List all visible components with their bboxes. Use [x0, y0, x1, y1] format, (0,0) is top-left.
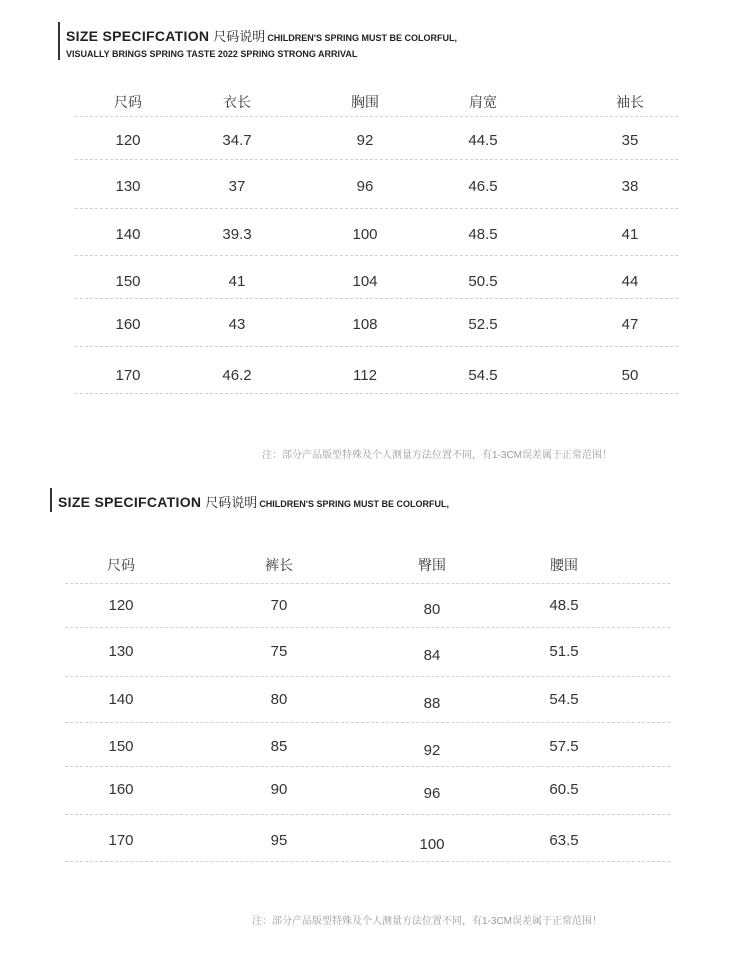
table-cell: 54.5 — [468, 367, 498, 384]
table-cell: 140 — [108, 691, 134, 708]
table-cell: 170 — [108, 832, 134, 849]
table-cell: 160 — [115, 316, 141, 333]
row-separator — [75, 346, 678, 347]
table-cell: 63.5 — [549, 832, 579, 849]
table-cell: 75 — [270, 643, 288, 660]
row-separator — [65, 627, 670, 628]
pants-size-table — [65, 545, 670, 865]
row-separator — [65, 583, 670, 584]
table-cell: 54.5 — [549, 691, 579, 708]
table-cell: 96 — [423, 785, 441, 802]
table-cell: 160 — [108, 781, 134, 798]
table-cell: 88 — [423, 695, 441, 712]
table-cell: 37 — [228, 178, 246, 195]
row-separator — [75, 208, 678, 209]
row-separator — [65, 676, 670, 677]
table-cell: 48.5 — [468, 226, 498, 243]
column-header: 臀围 — [418, 557, 446, 573]
table-cell: 104 — [352, 273, 378, 290]
size-spec-header-bottom — [50, 488, 510, 514]
table-cell: 120 — [108, 597, 134, 614]
header-title: SIZE SPECIFCATION — [66, 28, 210, 44]
header-title-cn: 尺码说明 — [213, 29, 266, 44]
column-header: 腰围 — [550, 557, 578, 573]
header-subtitle: VISUALLY BRINGS SPRING TASTE 2022 SPRING STRONG ARRIVAL — [66, 49, 358, 59]
table-cell: 46.5 — [468, 178, 498, 195]
table-cell: 41 — [621, 226, 639, 243]
table-cell: 44 — [621, 273, 639, 290]
column-header: 肩宽 — [469, 94, 497, 110]
table-cell: 48.5 — [549, 597, 579, 614]
row-separator — [75, 116, 678, 117]
column-header: 袖长 — [616, 94, 644, 110]
table-cell: 100 — [419, 836, 445, 853]
table-cell: 60.5 — [549, 781, 579, 798]
table-cell: 92 — [356, 132, 374, 149]
table-cell: 90 — [270, 781, 288, 798]
column-header: 尺码 — [114, 94, 142, 110]
header-title: SIZE SPECIFCATION — [58, 494, 202, 510]
table-cell: 39.3 — [222, 226, 252, 243]
column-header: 胸围 — [351, 94, 379, 110]
row-separator — [65, 861, 670, 862]
measurement-note-bottom: 注：部分产品版型特殊及个人测量方法位置不同，有1-3CM误差属于正常范围！ — [252, 916, 603, 927]
table-cell: 38 — [621, 178, 639, 195]
table-cell: 100 — [352, 226, 378, 243]
header-slogan: CHILDREN'S SPRING MUST BE COLORFUL, — [267, 33, 457, 43]
table-cell: 112 — [353, 367, 377, 384]
row-separator — [65, 814, 670, 815]
table-cell: 35 — [621, 132, 639, 149]
header-slogan: CHILDREN'S SPRING MUST BE COLORFUL, — [259, 499, 449, 509]
row-separator — [65, 766, 670, 767]
table-cell: 70 — [270, 597, 288, 614]
row-separator — [75, 159, 678, 160]
table-cell: 41 — [228, 273, 246, 290]
table-cell: 108 — [352, 316, 378, 333]
table-cell: 44.5 — [468, 132, 498, 149]
table-cell: 57.5 — [549, 738, 579, 755]
header-accent-bar — [50, 488, 52, 512]
header-title-line — [66, 26, 457, 46]
table-cell: 120 — [115, 132, 141, 149]
table-cell: 95 — [270, 832, 288, 849]
table-cell: 52.5 — [468, 316, 498, 333]
table-cell: 47 — [621, 316, 639, 333]
table-cell: 85 — [270, 738, 288, 755]
size-spec-header-top — [58, 22, 518, 62]
table-cell: 96 — [356, 178, 374, 195]
table-cell: 43 — [228, 316, 246, 333]
table-cell: 130 — [108, 643, 134, 660]
header-accent-bar — [58, 22, 60, 60]
table-cell: 34.7 — [222, 132, 252, 149]
table-cell: 46.2 — [222, 367, 252, 384]
table-cell: 51.5 — [549, 643, 579, 660]
table-cell: 50 — [621, 367, 639, 384]
table-cell: 50.5 — [468, 273, 498, 290]
row-separator — [75, 298, 678, 299]
header-title-cn: 尺码说明 — [205, 495, 258, 510]
header-title-line — [58, 492, 449, 512]
top-size-table — [75, 80, 678, 400]
table-cell: 80 — [270, 691, 288, 708]
table-cell: 130 — [115, 178, 141, 195]
table-cell: 80 — [423, 601, 441, 618]
row-separator — [65, 722, 670, 723]
table-cell: 170 — [115, 367, 141, 384]
row-separator — [75, 393, 678, 394]
table-cell: 140 — [115, 226, 141, 243]
table-cell: 92 — [423, 742, 441, 759]
table-cell: 84 — [423, 647, 441, 664]
column-header: 裤长 — [265, 557, 293, 573]
table-cell: 150 — [108, 738, 134, 755]
column-header: 衣长 — [223, 94, 251, 110]
table-cell: 150 — [115, 273, 141, 290]
measurement-note-top: 注：部分产品版型特殊及个人测量方法位置不同，有1-3CM误差属于正常范围！ — [262, 450, 613, 461]
row-separator — [75, 255, 678, 256]
column-header: 尺码 — [107, 557, 135, 573]
